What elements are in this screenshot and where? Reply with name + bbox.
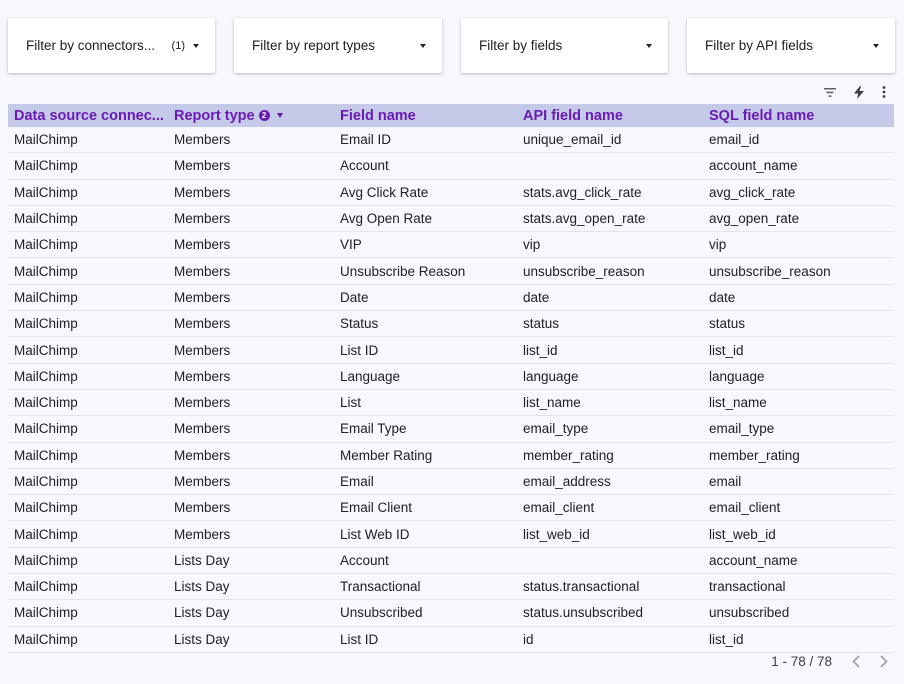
cell-sql-field-name: avg_click_rate	[709, 184, 796, 200]
cell-sql-field-name: email_client	[709, 500, 781, 516]
table-row[interactable]	[8, 469, 894, 495]
fields-filter[interactable]	[461, 18, 668, 73]
cell-report-type: Members	[174, 368, 231, 384]
chevron-right-icon[interactable]	[880, 655, 888, 668]
cell-field-name: List	[340, 395, 362, 411]
cell-field-name: Unsubscribe Reason	[340, 263, 466, 279]
cell-field-name: List ID	[340, 342, 379, 358]
cell-api-field-name: status.transactional	[523, 579, 640, 595]
cell-connector: MailChimp	[14, 605, 78, 621]
cell-sql-field-name: unsubscribed	[709, 605, 790, 621]
connectors-filter[interactable]	[8, 18, 215, 73]
table-toolbar	[824, 84, 886, 100]
table-row[interactable]	[8, 258, 894, 284]
cell-field-name: List ID	[340, 631, 379, 647]
cell-report-type: Members	[174, 421, 231, 437]
cell-report-type: Members	[174, 158, 231, 174]
table-row[interactable]	[8, 153, 894, 179]
pagination	[771, 652, 888, 670]
table-row[interactable]	[8, 285, 894, 311]
cell-field-name: Email	[340, 474, 374, 489]
cell-api-field-name: vip	[523, 237, 541, 253]
fields-filter-label: Filter by fields	[479, 38, 563, 53]
cell-field-name: Account	[340, 158, 389, 174]
table-row[interactable]	[8, 574, 894, 600]
table-row[interactable]	[8, 337, 894, 363]
table-row[interactable]	[8, 127, 894, 153]
cell-connector: MailChimp	[14, 289, 78, 305]
table-row[interactable]	[8, 206, 894, 232]
cell-sql-field-name: unsubscribe_reason	[709, 263, 831, 279]
cell-report-type: Members	[174, 237, 231, 253]
column-header-field-name[interactable]: Field name	[340, 107, 416, 124]
cell-connector: MailChimp	[14, 368, 78, 384]
table-row[interactable]	[8, 390, 894, 416]
cell-connector: MailChimp	[14, 447, 78, 463]
cell-api-field-name: list_web_id	[523, 526, 590, 542]
cell-connector: MailChimp	[14, 631, 78, 647]
chevron-left-icon[interactable]	[852, 655, 860, 668]
cell-report-type: Members	[174, 132, 231, 148]
cell-api-field-name: list_name	[523, 395, 581, 411]
cell-sql-field-name: status	[709, 316, 746, 332]
table-row[interactable]	[8, 364, 894, 390]
cell-connector: MailChimp	[14, 263, 78, 279]
sort-order-badge: 2	[259, 110, 270, 121]
cell-report-type: Members	[174, 342, 231, 358]
cell-field-name: VIP	[340, 237, 362, 253]
chevron-down-icon	[420, 44, 426, 48]
cell-field-name: Email Client	[340, 500, 413, 516]
cell-report-type: Members	[174, 395, 231, 411]
table-row[interactable]	[8, 311, 894, 337]
bolt-icon[interactable]	[854, 86, 864, 99]
cell-sql-field-name: email	[709, 474, 742, 489]
cell-field-name: Language	[340, 368, 401, 384]
cell-report-type: Lists Day	[174, 552, 230, 568]
cell-report-type: Members	[174, 184, 231, 200]
cell-connector: MailChimp	[14, 237, 78, 253]
cell-field-name: Avg Click Rate	[340, 184, 429, 200]
table-header	[8, 104, 894, 127]
cell-report-type: Members	[174, 289, 231, 305]
table-row[interactable]	[8, 521, 894, 547]
cell-field-name: Date	[340, 289, 369, 305]
cell-api-field-name: unsubscribe_reason	[523, 263, 645, 279]
cell-sql-field-name: list_id	[709, 631, 744, 647]
table-row[interactable]	[8, 232, 894, 258]
cell-sql-field-name: list_web_id	[709, 526, 776, 542]
pagination-range: 1 - 78 / 78	[771, 653, 832, 669]
cell-report-type: Members	[174, 447, 231, 463]
cell-api-field-name: status	[523, 316, 560, 332]
cell-api-field-name: language	[523, 368, 579, 384]
cell-connector: MailChimp	[14, 395, 78, 411]
cell-report-type: Members	[174, 316, 231, 332]
table-row[interactable]	[8, 600, 894, 626]
cell-sql-field-name: account_name	[709, 552, 798, 568]
cell-report-type: Members	[174, 474, 231, 489]
cell-sql-field-name: avg_open_rate	[709, 211, 800, 227]
table-row[interactable]	[8, 548, 894, 574]
cell-report-type: Members	[174, 500, 231, 516]
cell-api-field-name: stats.avg_click_rate	[523, 184, 642, 200]
cell-api-field-name: list_id	[523, 342, 558, 358]
cell-sql-field-name: member_rating	[709, 447, 800, 463]
cell-connector: MailChimp	[14, 579, 78, 595]
cell-connector: MailChimp	[14, 474, 78, 489]
cell-field-name: Member Rating	[340, 447, 433, 463]
api-fields-filter[interactable]	[687, 18, 895, 73]
api-fields-filter-label: Filter by API fields	[705, 38, 814, 53]
cell-report-type: Lists Day	[174, 605, 230, 621]
report-types-filter[interactable]	[234, 18, 442, 73]
chevron-down-icon	[646, 44, 652, 48]
cell-api-field-name: member_rating	[523, 447, 614, 463]
cell-report-type: Lists Day	[174, 631, 230, 647]
cell-sql-field-name: language	[709, 368, 765, 384]
cell-field-name: Avg Open Rate	[340, 211, 433, 227]
cell-api-field-name: stats.avg_open_rate	[523, 211, 646, 227]
chevron-down-icon	[873, 44, 879, 48]
column-header-connector[interactable]: Data source connec...	[14, 107, 164, 124]
cell-connector: MailChimp	[14, 184, 78, 200]
cell-api-field-name: id	[523, 631, 534, 647]
cell-field-name: Email ID	[340, 132, 392, 148]
cell-connector: MailChimp	[14, 132, 78, 148]
cell-field-name: Email Type	[340, 421, 407, 437]
more-vert-icon[interactable]	[882, 86, 886, 98]
cell-report-type: Members	[174, 263, 231, 279]
cell-api-field-name: email_address	[523, 474, 611, 489]
table-row[interactable]	[8, 627, 894, 653]
data-table	[8, 104, 894, 653]
filter-icon[interactable]	[824, 88, 836, 97]
cell-field-name: Status	[340, 316, 379, 332]
column-header-api-field-name[interactable]: API field name	[523, 107, 623, 124]
cell-sql-field-name: date	[709, 289, 736, 305]
cell-report-type: Lists Day	[174, 579, 230, 595]
cell-sql-field-name: email_type	[709, 421, 775, 437]
cell-api-field-name: unique_email_id	[523, 132, 622, 148]
cell-sql-field-name: list_id	[709, 342, 744, 358]
cell-connector: MailChimp	[14, 342, 78, 358]
cell-sql-field-name: list_name	[709, 395, 767, 411]
column-header-report-type[interactable]	[168, 108, 334, 124]
cell-sql-field-name: email_id	[709, 132, 760, 148]
cell-sql-field-name: account_name	[709, 158, 798, 174]
cell-sql-field-name: vip	[709, 237, 727, 253]
table-row[interactable]	[8, 416, 894, 442]
column-header-sql-field-name[interactable]: SQL field name	[709, 107, 815, 124]
column-header-report-type-label: Report type	[174, 107, 255, 124]
cell-api-field-name: status.unsubscribed	[523, 605, 644, 621]
cell-connector: MailChimp	[14, 500, 78, 516]
table-row[interactable]	[8, 443, 894, 469]
cell-connector: MailChimp	[14, 421, 78, 437]
table-row[interactable]	[8, 495, 894, 521]
cell-api-field-name: date	[523, 289, 550, 305]
filter-bar	[8, 18, 896, 74]
cell-connector: MailChimp	[14, 211, 78, 227]
table-body	[8, 127, 894, 653]
connectors-filter-count: (1)	[171, 39, 185, 52]
table-row[interactable]	[8, 180, 894, 206]
cell-sql-field-name: transactional	[709, 579, 786, 595]
cell-api-field-name: email_type	[523, 421, 589, 437]
cell-field-name: Account	[340, 552, 389, 568]
cell-connector: MailChimp	[14, 316, 78, 332]
chevron-down-icon	[193, 44, 199, 48]
cell-field-name: List Web ID	[340, 526, 410, 542]
cell-api-field-name: email_client	[523, 500, 595, 516]
cell-field-name: Unsubscribed	[340, 605, 423, 621]
cell-connector: MailChimp	[14, 552, 78, 568]
cell-connector: MailChimp	[14, 526, 78, 542]
cell-field-name: Transactional	[340, 579, 421, 595]
report-types-filter-label: Filter by report types	[252, 38, 376, 53]
cell-report-type: Members	[174, 526, 231, 542]
cell-connector: MailChimp	[14, 158, 78, 174]
cell-report-type: Members	[174, 211, 231, 227]
connectors-filter-label: Filter by connectors...	[26, 38, 156, 53]
sort-descending-icon	[277, 113, 283, 118]
